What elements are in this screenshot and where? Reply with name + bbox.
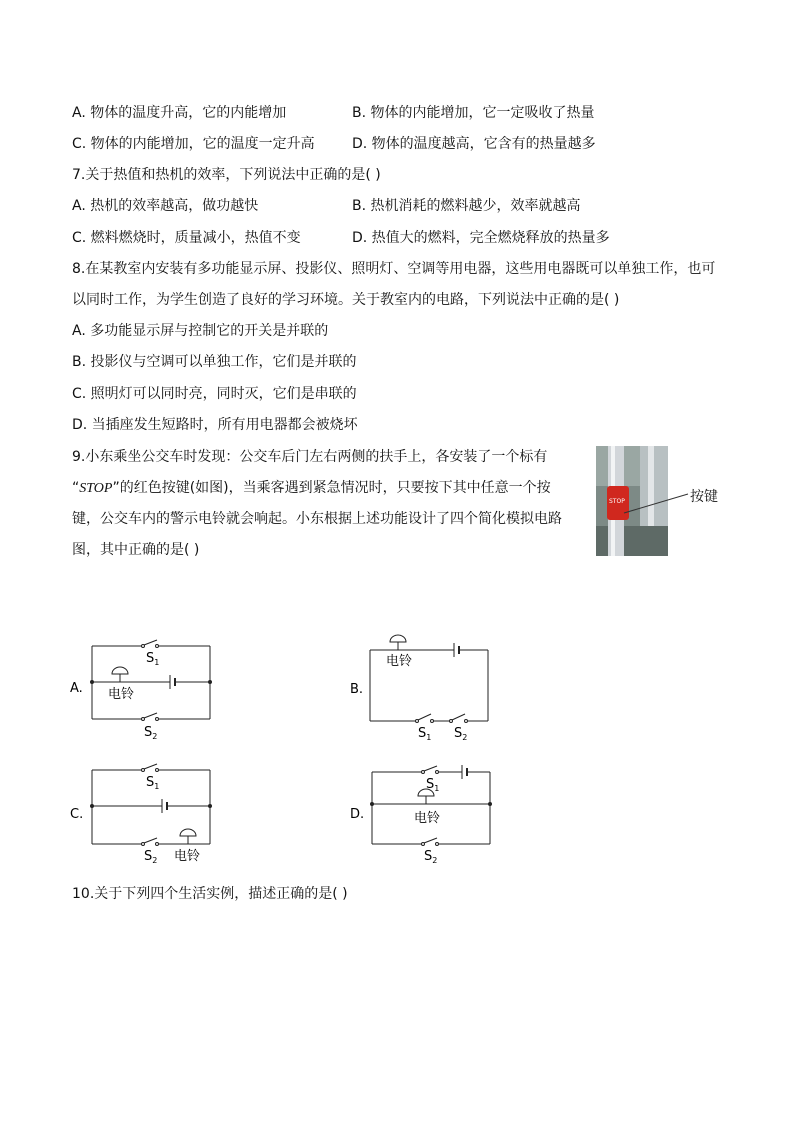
circuit-d-s1: $S_1$ <box>426 777 440 793</box>
circuit-d <box>346 758 506 868</box>
q6-option-b: B. 物体的内能增加，它一定吸收了热量 <box>352 105 595 121</box>
q9-quote-open: “ <box>72 480 80 496</box>
circuit-a-s1: $S_1$ <box>146 651 160 667</box>
stop-sign-text: STOP <box>609 498 625 505</box>
circuit-b-s1: $S_1$ <box>418 726 432 742</box>
q9-stem-line-2-rest: ”的红色按键(如图)，当乘客遇到紧急情况时，只要按下其中任意一个按 <box>112 480 551 496</box>
circuit-b-label: B. <box>350 682 364 697</box>
circuit-a-bell-label: 电铃 <box>108 687 135 702</box>
q7-option-a: A. 热机的效率越高，做功越快 <box>72 198 259 214</box>
circuit-b-s2: $S_2$ <box>454 726 468 742</box>
circuit-c-s2: $S_2$ <box>144 849 158 865</box>
q9-stem-line-4: 图，其中正确的是( ) <box>72 542 200 558</box>
circuit-c <box>66 758 226 868</box>
q8-option-a: A. 多功能显示屏与控制它的开关是并联的 <box>72 323 329 339</box>
circuit-a-s2: $S_2$ <box>144 725 158 740</box>
circuit-d-s2: $S_2$ <box>424 849 438 865</box>
circuit-c-s1: $S_1$ <box>146 775 160 791</box>
q8-option-c: C. 照明灯可以同时亮，同时灭，它们是串联的 <box>72 386 357 402</box>
q7-stem: 7.关于热值和热机的效率，下列说法中正确的是( ) <box>72 167 381 183</box>
circuit-d-bell-label: 电铃 <box>414 811 441 826</box>
q8-stem-line-1: 8.在某教室内安装有多功能显示屏、投影仪、照明灯、空调等用电器，这些用电器既可以单独工作，也可 <box>72 261 716 277</box>
circuit-a-label: A. <box>70 681 83 696</box>
q9-stem-line-2 <box>72 473 572 504</box>
q6-option-d: D. 物体的温度越高，它含有的热量越多 <box>352 136 596 152</box>
q9-stem <box>72 442 572 566</box>
q6-option-a: A. 物体的温度升高，它的内能增加 <box>72 105 287 121</box>
q10-stem: 10.关于下列四个生活实例，描述正确的是( ) <box>72 886 348 902</box>
q8-stem-line-2: 以同时工作，为学生创造了良好的学习环境。关于教室内的电路，下列说法中正确的是( ) <box>72 292 620 308</box>
q9-stop-word: STOP <box>79 481 113 496</box>
q9-stem-line-3: 键，公交车内的警示电铃就会响起。小东根据上述功能设计了四个简化模拟电路 <box>72 511 562 527</box>
circuit-d-label: D. <box>350 807 365 822</box>
q7-option-b: B. 热机消耗的燃料越少，效率就越高 <box>352 198 581 214</box>
q7-option-d: D. 热值大的燃料，完全燃烧释放的热量多 <box>352 230 610 246</box>
circuit-a <box>66 634 226 740</box>
circuit-b-bell-label: 电铃 <box>386 654 413 669</box>
q8-option-b: B. 投影仪与空调可以单独工作，它们是并联的 <box>72 354 357 370</box>
q9-stem-line-1: 9.小东乘坐公交车时发现：公交车后门左右两侧的扶手上，各安装了一个标有 <box>72 449 548 465</box>
q8-option-d: D. 当插座发生短路时，所有用电器都会被烧坏 <box>72 417 358 433</box>
q6-option-c: C. 物体的内能增加，它的温度一定升高 <box>72 136 315 152</box>
q7-option-c: C. 燃料燃烧时，质量减小，热值不变 <box>72 230 301 246</box>
button-callout-label: 按键 <box>690 489 718 505</box>
circuit-b <box>346 630 496 744</box>
circuit-c-label: C. <box>70 807 84 822</box>
circuit-c-bell-label: 电铃 <box>174 849 201 864</box>
